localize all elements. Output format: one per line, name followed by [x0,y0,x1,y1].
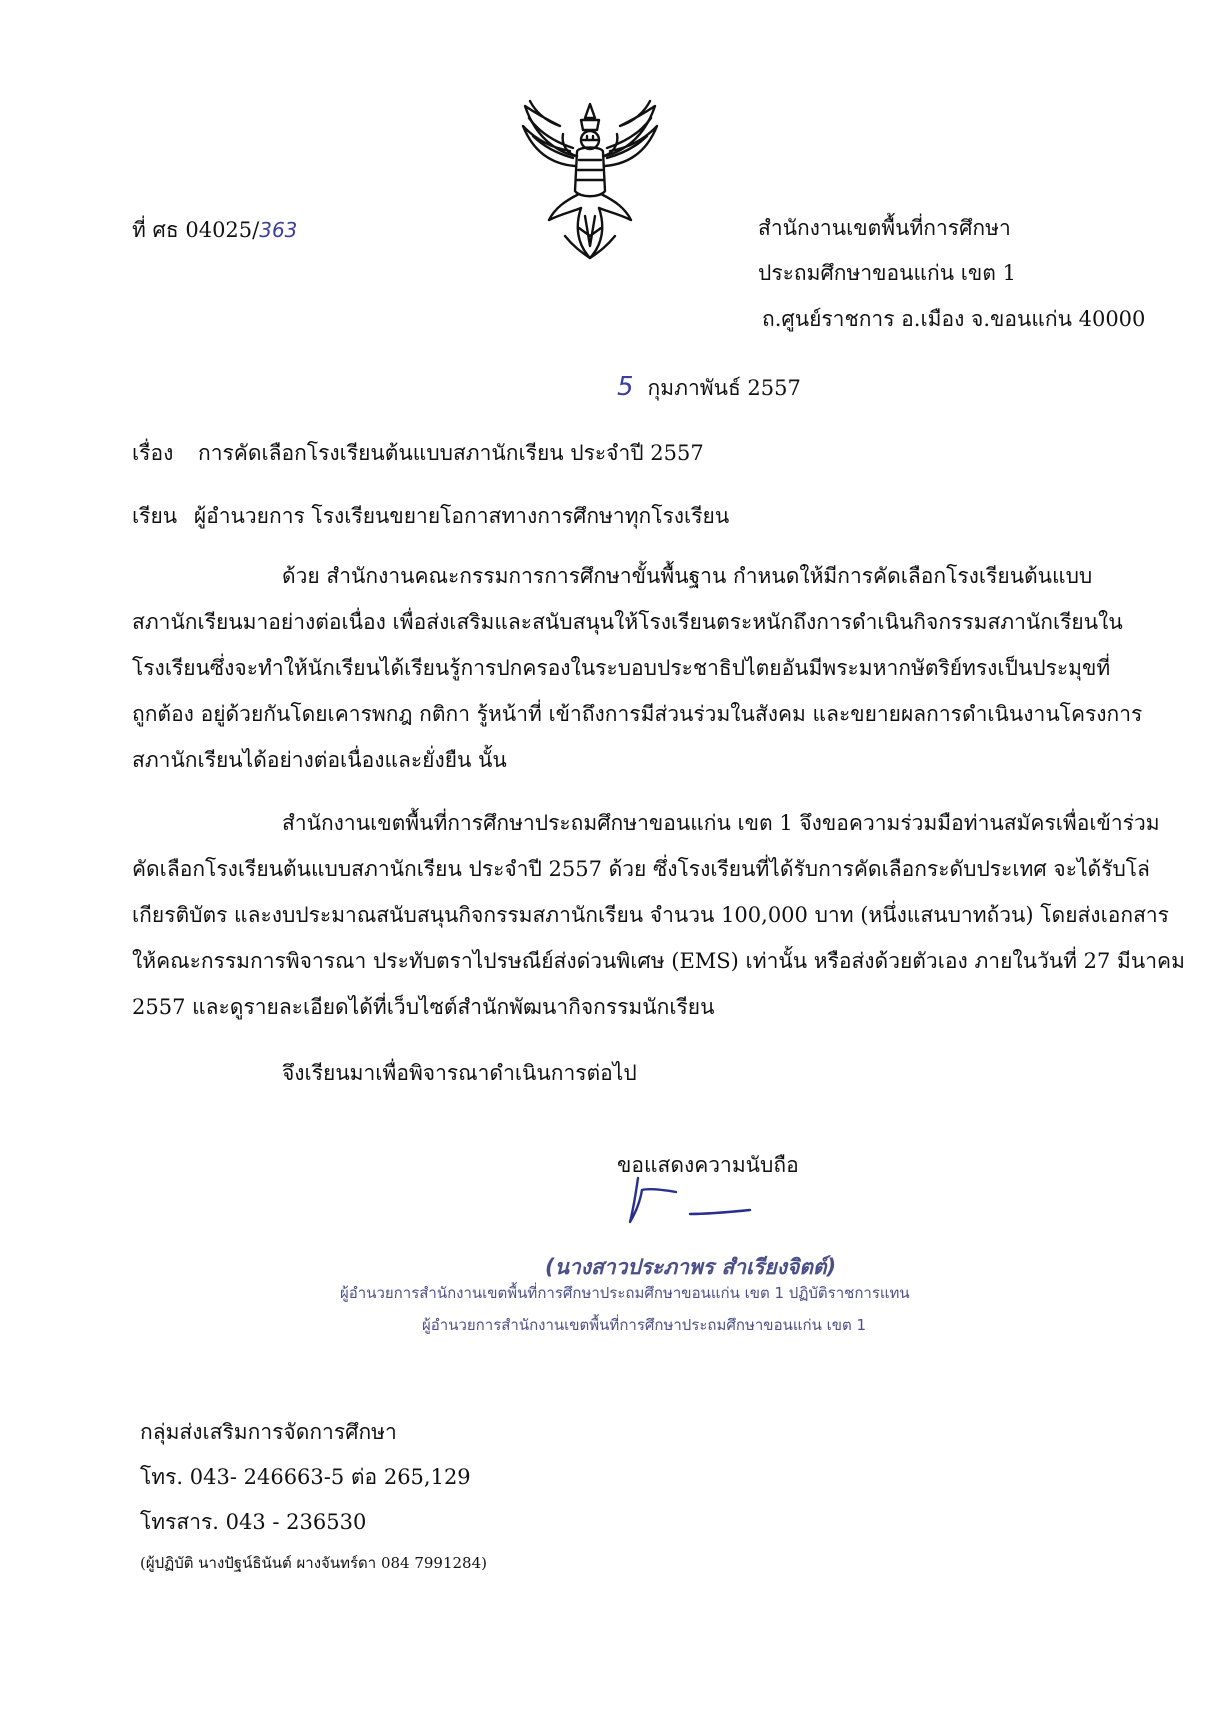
signature-icon [620,1172,760,1232]
footer-phone: โทร. 043- 246663-5 ต่อ 265,129 [140,1465,471,1489]
paragraph-1-line: ถูกต้อง อยู่ด้วยกันโดยเคารพกฎ กติกา รู้หน้าที่ เข้าถึงการมีส่วนร่วมในสังคม และขยายผลการดำเนินงานโครงการ [132,702,1143,726]
paragraph-2-line: 2557 และดูรายละเอียดได้ที่เว็บไซต์สำนักพัฒนากิจกรรมนักเรียน [132,995,715,1019]
garuda-emblem-icon [515,96,665,266]
body-paragraph-2 [132,800,1185,1030]
signatory-name-stamp: (นางสาวประภาพร สำเรียงจิตต์) [545,1255,837,1279]
footer-fax: โทรสาร. 043 - 236530 [140,1510,367,1534]
reference-prefix: ที่ ศธ 04025/ [132,218,260,242]
handwritten-signature [620,1172,760,1232]
paragraph-2-line: คัดเลือกโรงเรียนต้นแบบสภานักเรียน ประจำปี 2557 ด้วย ซึ่งโรงเรียนที่ได้รับการคัดเลือกระดับประเทศ จะได้รับโล่ [132,857,1150,881]
reference-number [132,214,297,247]
body-paragraph-1 [132,553,1177,783]
recipient-line [132,500,729,533]
date-month-year: กุมภาพันธ์ 2557 [647,376,801,400]
garuda-emblem [515,96,665,266]
paragraph-2-line: ให้คณะกรรมการพิจารณา ประทับตราไปรษณีย์ส่งด่วนพิเศษ (EMS) เท่านั้น หรือส่งด้วยตัวเอง ภายในวันที่ 27 มีนาคม [132,949,1185,973]
footer-contact: (ผู้ปฏิบัติ นางปัฐน์ธินันต์ ผางจันทร์ดา 084 7991284) [140,1554,487,1572]
paragraph-1-line: สภานักเรียนมาอย่างต่อเนื่อง เพื่อส่งเสริมและสนับสนุนให้โรงเรียนตระหนักถึงการดำเนินกิจกรรมสภานักเรียนใน [132,610,1123,634]
subject-label: เรื่อง [132,441,174,465]
footer-department: กลุ่มส่งเสริมการจัดการศึกษา [140,1420,397,1444]
recipient-text: ผู้อำนวยการ โรงเรียนขยายโอกาสทางการศึกษาทุกโรงเรียน [193,504,730,528]
closing-request: จึงเรียนมาเพื่อพิจารณาดำเนินการต่อไป [282,1061,637,1085]
recipient-label: เรียน [132,504,178,528]
agency-address-line-1: สำนักงานเขตพื้นที่การศึกษา [758,216,1011,240]
date-day-handwritten: 5 [617,372,634,402]
agency-address-line-2: ประถมศึกษาขอนแก่น เขต 1 [758,261,1016,285]
paragraph-2-line: สำนักงานเขตพื้นที่การศึกษาประถมศึกษาขอนแก่น เขต 1 จึงขอความร่วมมือท่านสมัครเพื่อเข้าร่วม [282,811,1160,835]
subject-text: การคัดเลือกโรงเรียนต้นแบบสภานักเรียน ประจำปี 2557 [198,441,704,465]
reference-number-handwritten: 363 [259,218,298,242]
paragraph-2-line: เกียรติบัตร และงบประมาณสนับสนุนกิจกรรมสภานักเรียน จำนวน 100,000 บาท (หนึ่งแสนบาทถ้วน) โดยส่งเอกสาร [132,903,1169,927]
paragraph-1-line: โรงเรียนซึ่งจะทำให้นักเรียนได้เรียนรู้การปกครองในระบอบประชาธิปไตยอันมีพระมหากษัตริย์ทรงเป็นประมุขที่ [132,656,1111,680]
salutation: ขอแสดงความนับถือ [617,1153,799,1177]
paragraph-1-line: ด้วย สำนักงานคณะกรรมการการศึกษาขั้นพื้นฐาน กำหนดให้มีการคัดเลือกโรงเรียนต้นแบบ [282,564,1093,588]
letter-date [617,372,801,405]
paragraph-1-line: สภานักเรียนได้อย่างต่อเนื่องและยั่งยืน นั้น [132,748,507,772]
position-stamp-2: ผู้อำนวยการสำนักงานเขตพื้นที่การศึกษาประถมศึกษาขอนแก่น เขต 1 [422,1316,867,1334]
subject-line [132,437,704,470]
agency-address-line-3: ถ.ศูนย์ราชการ อ.เมือง จ.ขอนแก่น 40000 [762,307,1146,331]
position-stamp-1: ผู้อำนวยการสำนักงานเขตพื้นที่การศึกษาประถมศึกษาขอนแก่น เขต 1 ปฏิบัติราชการแทน [340,1284,910,1302]
